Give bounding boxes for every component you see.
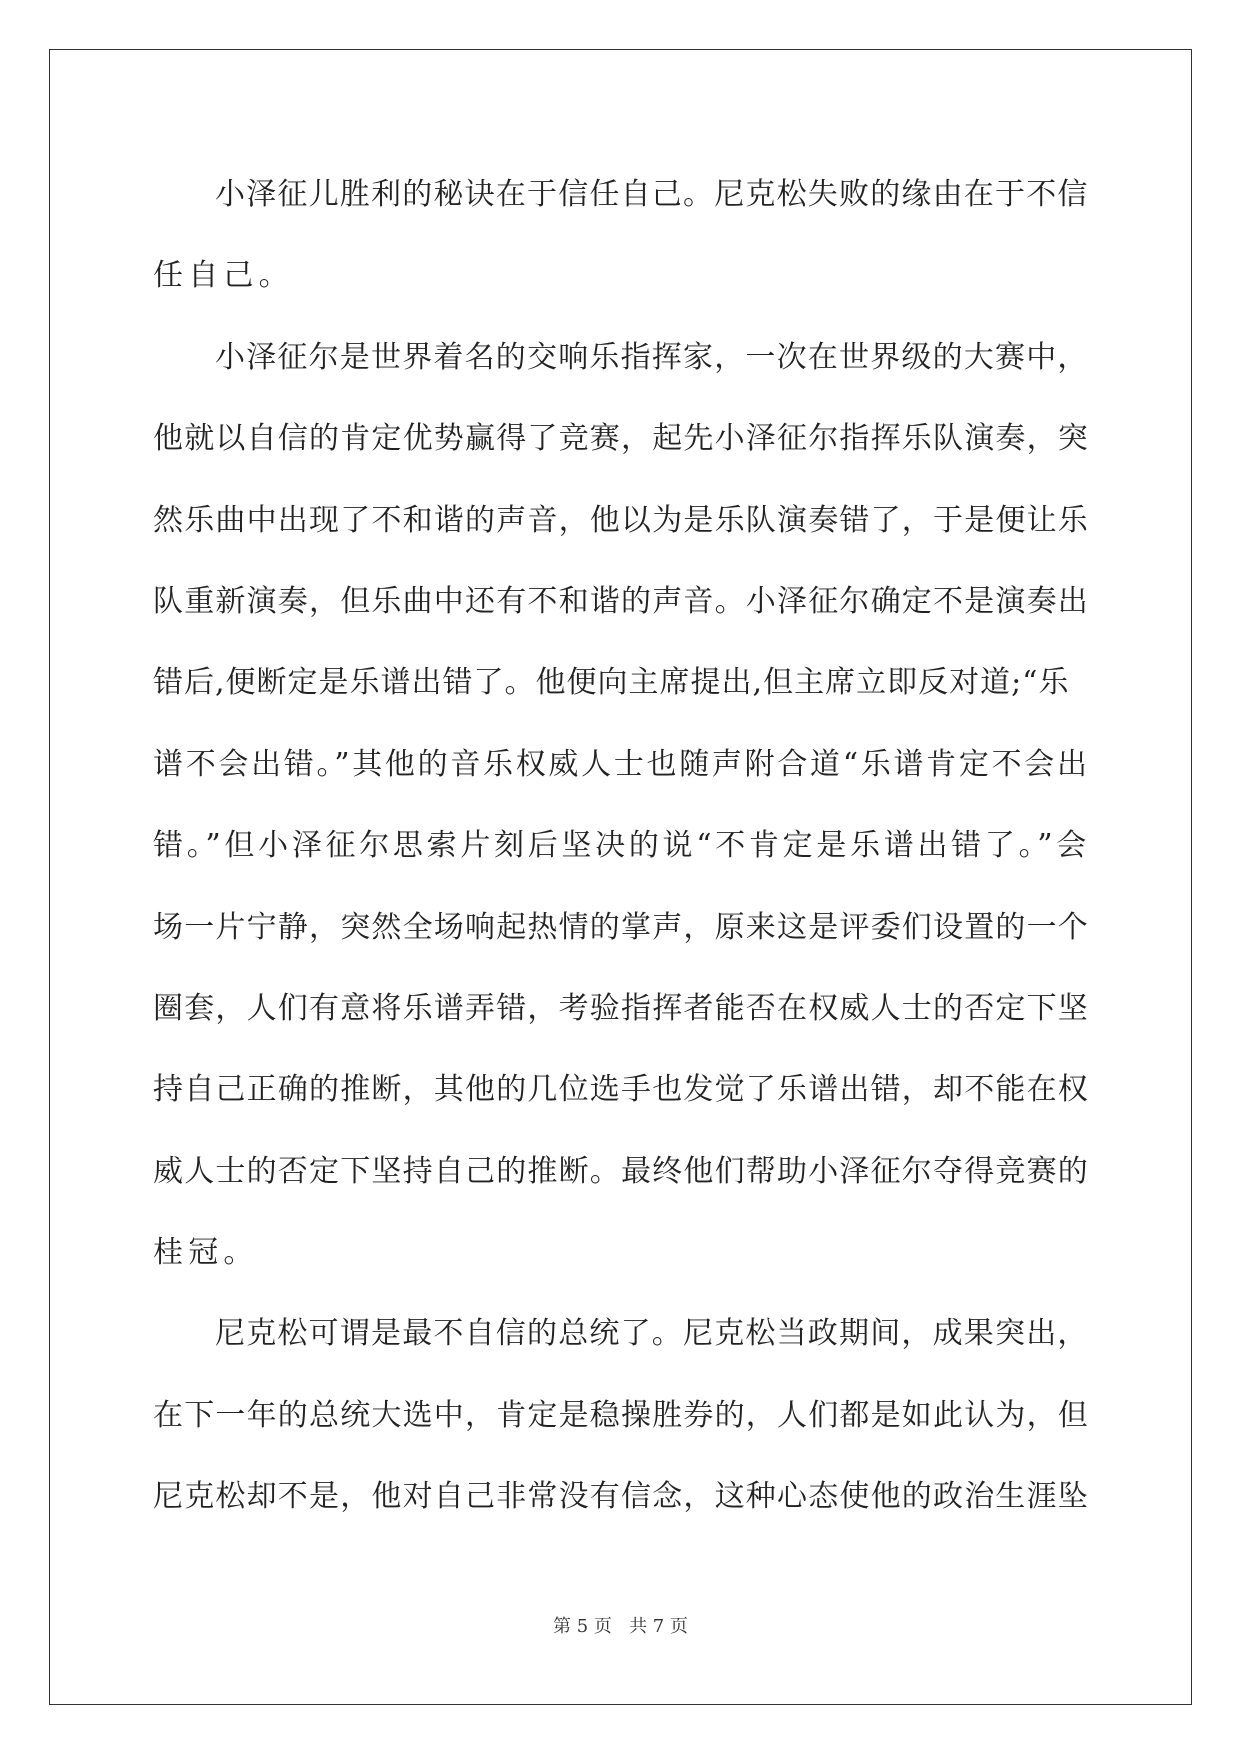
paragraph-2-line-2: 他就以自信的肯定优势赢得了竞赛，起先小泽征尔指挥乐队演奏，突 [153,421,1089,457]
paragraph-2-line-10: 持自己正确的推断，其他的几位选手也发觉了乐谱出错，却不能在权 [153,1072,1089,1108]
page-number-footer: 第 5 页 共 7 页 [553,1616,688,1637]
paragraph-2-line-12: 桂冠。 [153,1235,259,1271]
paragraph-2-line-8: 场一片宁静，突然全场响起热情的掌声，原来这是评委们设置的一个 [153,909,1089,945]
paragraph-3-line-2: 在下一年的总统大选中，肯定是稳操胜券的，人们都是如此认为，但 [153,1397,1089,1433]
paragraph-3-line-3: 尼克松却不是，他对自己非常没有信念，这种心态使他的政治生涯坠 [153,1479,1089,1515]
paragraph-2-line-5: 错后,便断定是乐谱出错了。他便向主席提出,但主席立即反对道;“乐 [153,665,1070,701]
paragraph-3-line-1: 尼克松可谓是最不自信的总统了。尼克松当政期间，成果突出， [215,1316,1089,1352]
paragraph-2-line-4: 队重新演奏，但乐曲中还有不和谐的声音。小泽征尔确定不是演奏出 [153,583,1089,619]
document-body [153,154,1089,1538]
paragraph-2-line-9: 圈套，人们有意将乐谱弄错，考验指挥者能否在权威人士的否定下坚 [153,990,1089,1026]
paragraph-2-line-7: 错。”但小泽征尔思索片刻后坚决的说“不肯定是乐谱出错了。”会 [153,828,1091,864]
paragraph-2-line-1: 小泽征尔是世界着名的交响乐指挥家，一次在世界级的大赛中， [215,339,1089,375]
paragraph-2-line-6: 谱不会出错。”其他的音乐权威人士也随声附合道“乐谱肯定不会出 [153,746,1090,782]
paragraph-1-line-1: 小泽征儿胜利的秘诀在于信任自己。尼克松失败的缘由在于不信 [215,177,1089,212]
paragraph-1-line-2: 任自己。 [153,258,294,294]
paragraph-2-line-3: 然乐曲中出现了不和谐的声音，他以为是乐队演奏错了，于是便让乐 [153,502,1089,538]
paragraph-2-line-11: 威人士的否定下坚持自己的推断。最终他们帮助小泽征尔夺得竞赛的 [153,1153,1089,1189]
